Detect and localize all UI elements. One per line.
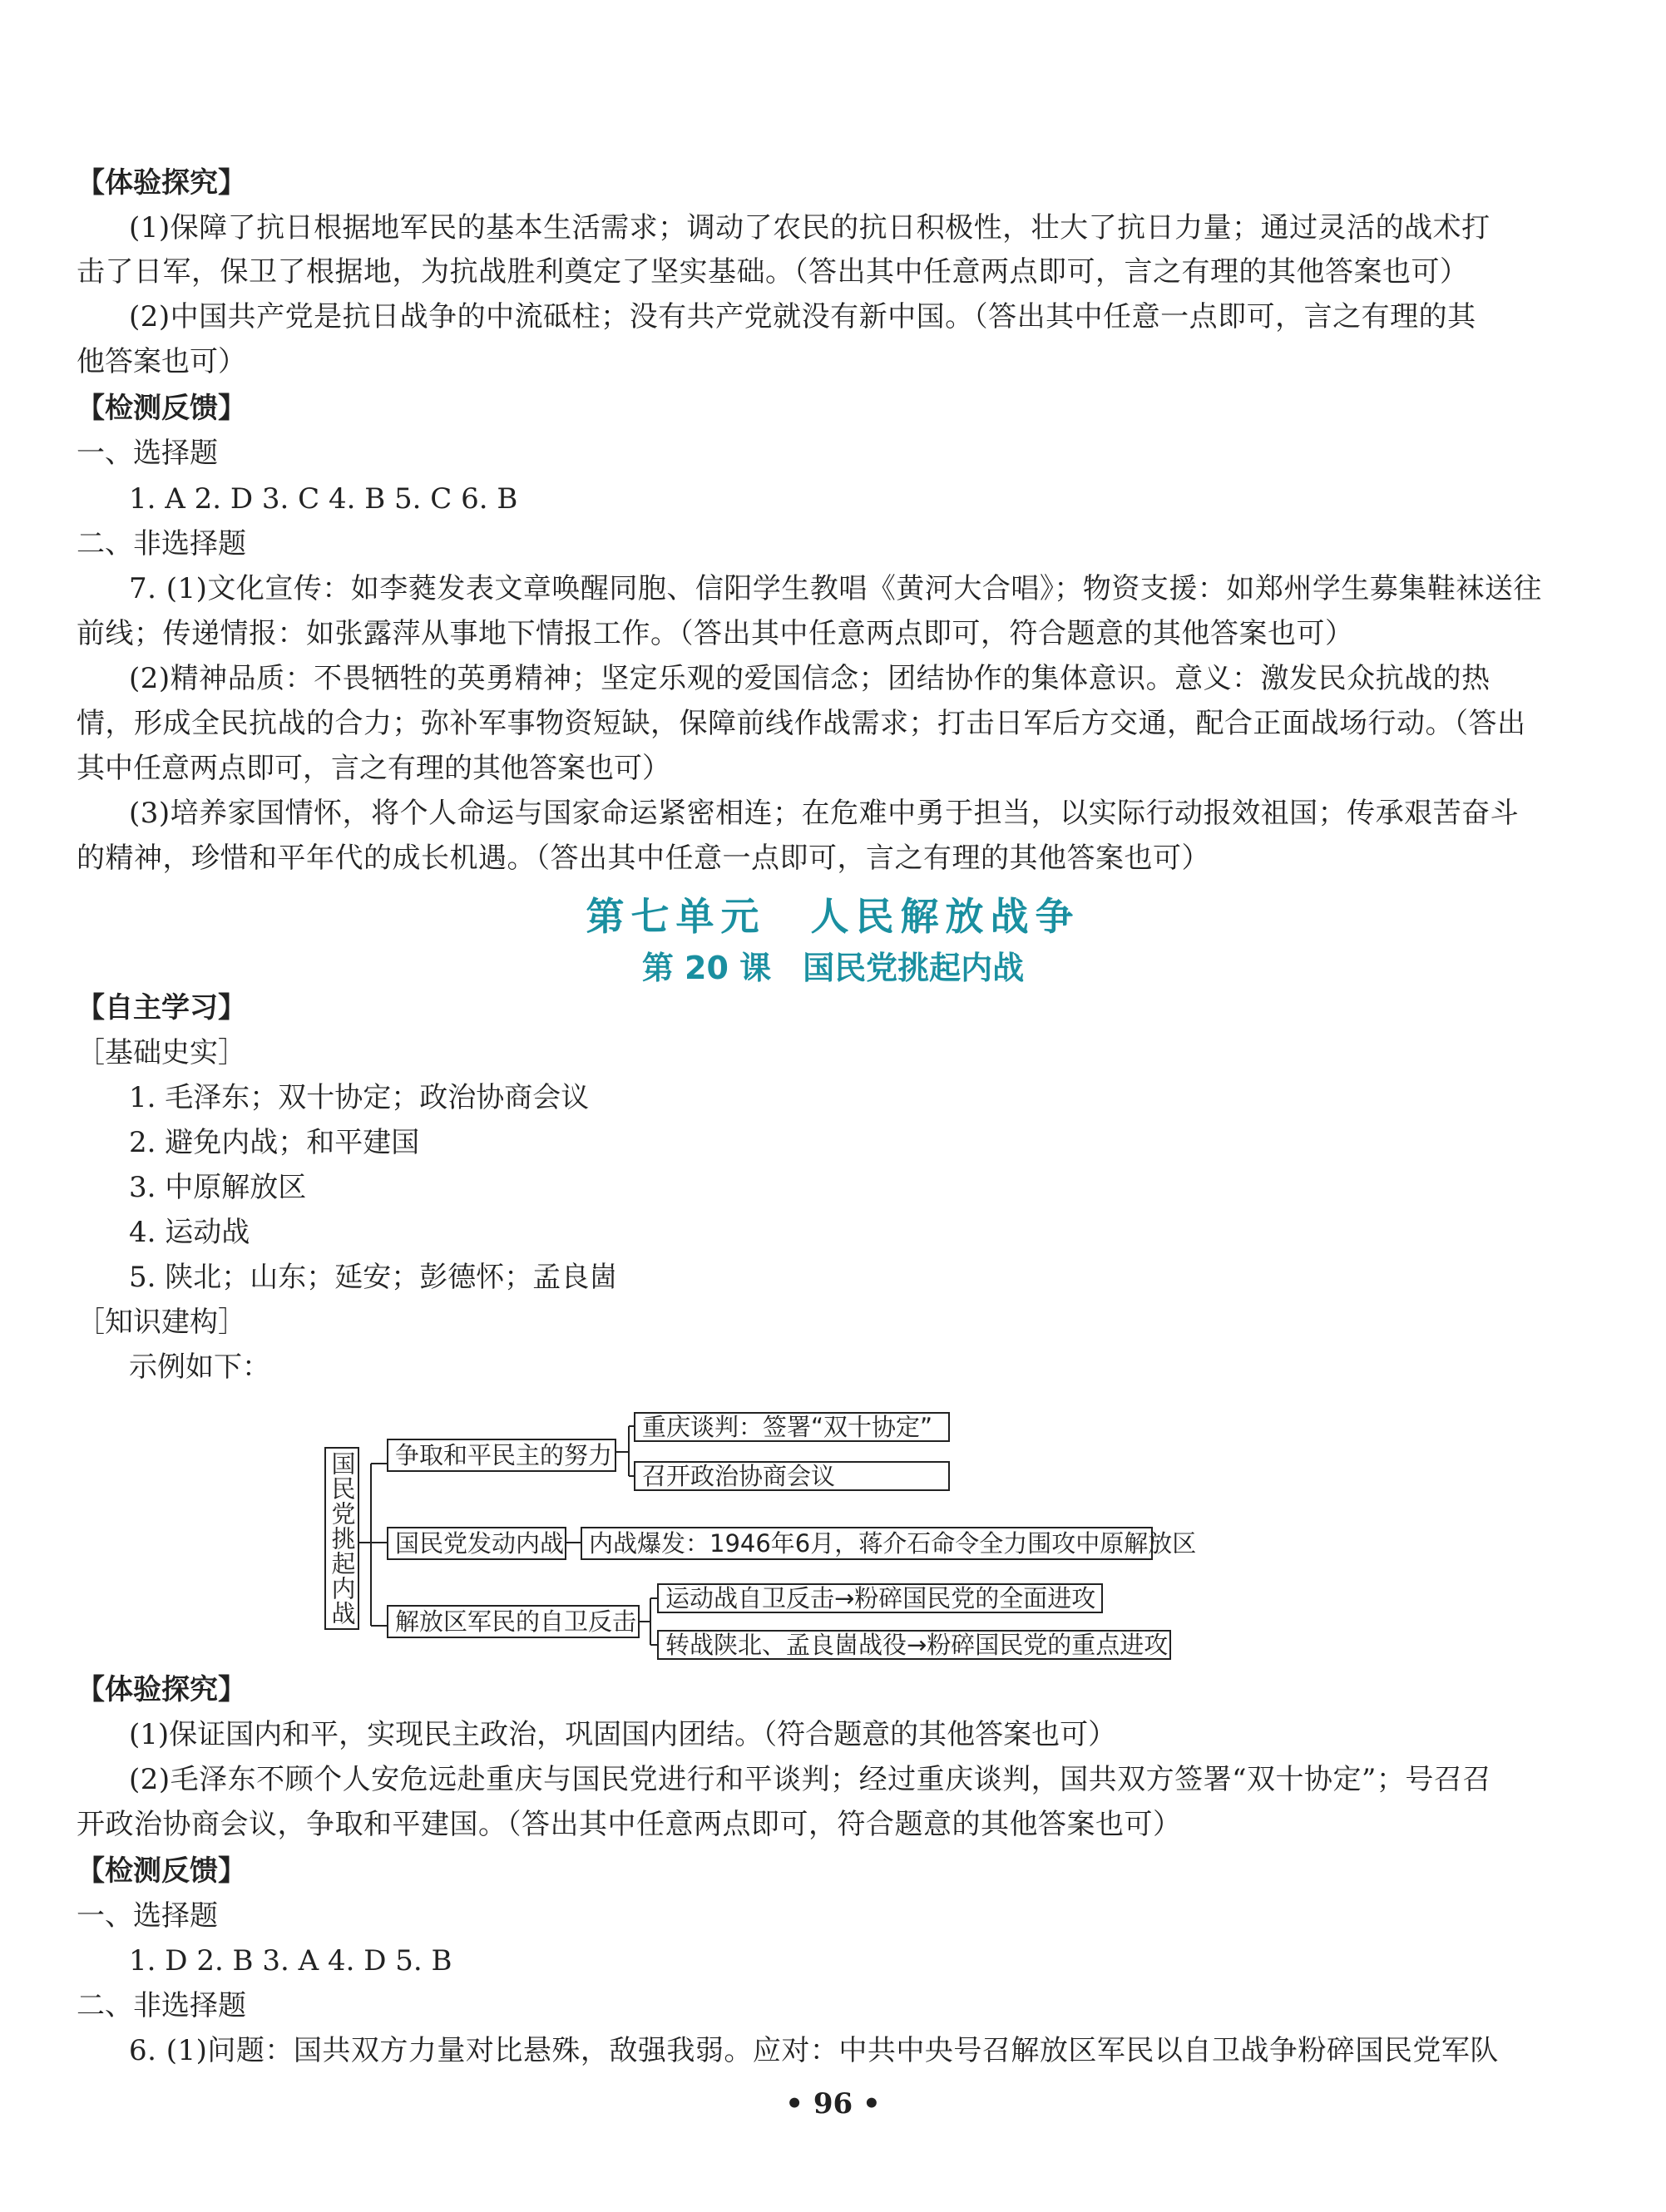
paragraph-line: (2)精神品质：不畏牺牲的英勇精神；坚定乐观的爱国信念；团结协作的集体意识。意义：激发民众抗战的热 <box>129 662 1491 695</box>
paragraph-line: 的精神，珍惜和平年代的成长机遇。（答出其中任意一点即可，言之有理的其他答案也可） <box>77 842 1210 875</box>
unit-title: 第七单元 人民解放战争 <box>586 894 1080 939</box>
paragraph-line: 开政治协商会议，争取和平建国。（答出其中任意两点即可，符合题意的其他答案也可） <box>77 1808 1182 1841</box>
choice-answers: 1. A 2. D 3. C 4. B 5. C 6. B <box>129 482 518 516</box>
subsection-title: 一、选择题 <box>77 1899 218 1933</box>
page-number: • 96 • <box>785 2087 881 2121</box>
diagram-node-outbreak: 内战爆发：1946年6月，蒋介石命令全力围攻中原解放区 <box>581 1527 1153 1560</box>
section-header-zizhu: 【自主学习】 <box>77 991 246 1025</box>
choice-answers: 1. D 2. B 3. A 4. D 5. B <box>129 1944 452 1977</box>
diagram-node-chongqing: 重庆谈判：签署“双十协定” <box>634 1412 950 1442</box>
list-item: 1. 毛泽东；双十协定；政治协商会议 <box>129 1081 590 1114</box>
paragraph-line: 击了日军，保卫了根据地，为抗战胜利奠定了坚实基础。（答出其中任意两点即可，言之有理的其他答案也可） <box>77 255 1469 289</box>
list-item: 2. 避免内战；和平建国 <box>129 1126 420 1159</box>
section-header-tiyan-2: 【体验探究】 <box>77 1673 246 1706</box>
paragraph-line: 7. (1)文化宣传：如李蕤发表文章唤醒同胞、信阳学生教唱《黄河大合唱》；物资支援：如郑州学生募集鞋袜送往 <box>129 572 1542 605</box>
list-item: 4. 运动战 <box>129 1216 250 1249</box>
paragraph-line: (1)保障了抗日根据地军民的基本生活需求；调动了农民的抗日积极性，壮大了抗日力量；通过灵活的战术打 <box>129 211 1491 244</box>
section-header-jiance-2: 【检测反馈】 <box>77 1854 246 1888</box>
diagram-node-menglianggu: 转战陕北、孟良崮战役→粉碎国民党的重点进攻 <box>657 1630 1171 1660</box>
subsection-title: ［知识建构］ <box>77 1306 246 1339</box>
diagram-node-pcc: 召开政治协商会议 <box>634 1461 950 1491</box>
section-header-tiyan-1: 【体验探究】 <box>77 166 246 200</box>
paragraph-line: 他答案也可） <box>77 345 246 378</box>
paragraph-line: 6. (1)问题：国共双方力量对比悬殊，敌强我弱。应对：中共中央号召解放区军民以自卫战争粉碎国民党军队 <box>129 2034 1499 2067</box>
diagram-branch-counterattack: 解放区军民的自卫反击 <box>387 1605 640 1638</box>
list-item: 3. 中原解放区 <box>129 1171 307 1204</box>
list-item: 5. 陕北；山东；延安；彭德怀；孟良崮 <box>129 1261 618 1294</box>
lesson-title: 第 20 课 国民党挑起内战 <box>641 950 1025 986</box>
paragraph-line: (2)毛泽东不顾个人安危远赴重庆与国民党进行和平谈判；经过重庆谈判，国共双方签署“双十协定”；号召召 <box>129 1763 1491 1796</box>
diagram-branch-civilwar: 国民党发动内战 <box>387 1527 566 1560</box>
subsection-title: 二、非选择题 <box>77 1989 246 2022</box>
paragraph-line: 情，形成全民抗战的合力；弥补军事物资短缺，保障前线作战需求；打击日军后方交通，配合正面战场行动。（答出 <box>77 707 1526 740</box>
paragraph-line: (2)中国共产党是抗日战争的中流砥柱；没有共产党就没有新中国。（答出其中任意一点即可，言之有理的其 <box>129 300 1476 333</box>
section-header-jiance-1: 【检测反馈】 <box>77 392 246 425</box>
diagram-node-mobile-war: 运动战自卫反击→粉碎国民党的全面进攻 <box>657 1583 1103 1613</box>
paragraph-line: (1)保证国内和平，实现民主政治，巩固国内团结。（符合题意的其他答案也可） <box>129 1718 1117 1751</box>
subsection-title: ［基础史实］ <box>77 1036 246 1069</box>
diagram-branch-peace: 争取和平民主的努力 <box>387 1439 616 1472</box>
paragraph-line: 其中任意两点即可，言之有理的其他答案也可） <box>77 752 670 785</box>
subsection-title: 一、选择题 <box>77 437 218 470</box>
paragraph-line: 前线；传递情报：如张露萍从事地下情报工作。（答出其中任意两点即可，符合题意的其他答案也可） <box>77 617 1354 650</box>
paragraph-line: (3)培养家国情怀，将个人命运与国家命运紧密相连；在危难中勇于担当，以实际行动报效祖国；传承艰苦奋斗 <box>129 797 1520 830</box>
diagram-root: 国民党挑起内战 <box>324 1447 359 1630</box>
example-label: 示例如下： <box>129 1350 270 1384</box>
subsection-title: 二、非选择题 <box>77 527 246 560</box>
